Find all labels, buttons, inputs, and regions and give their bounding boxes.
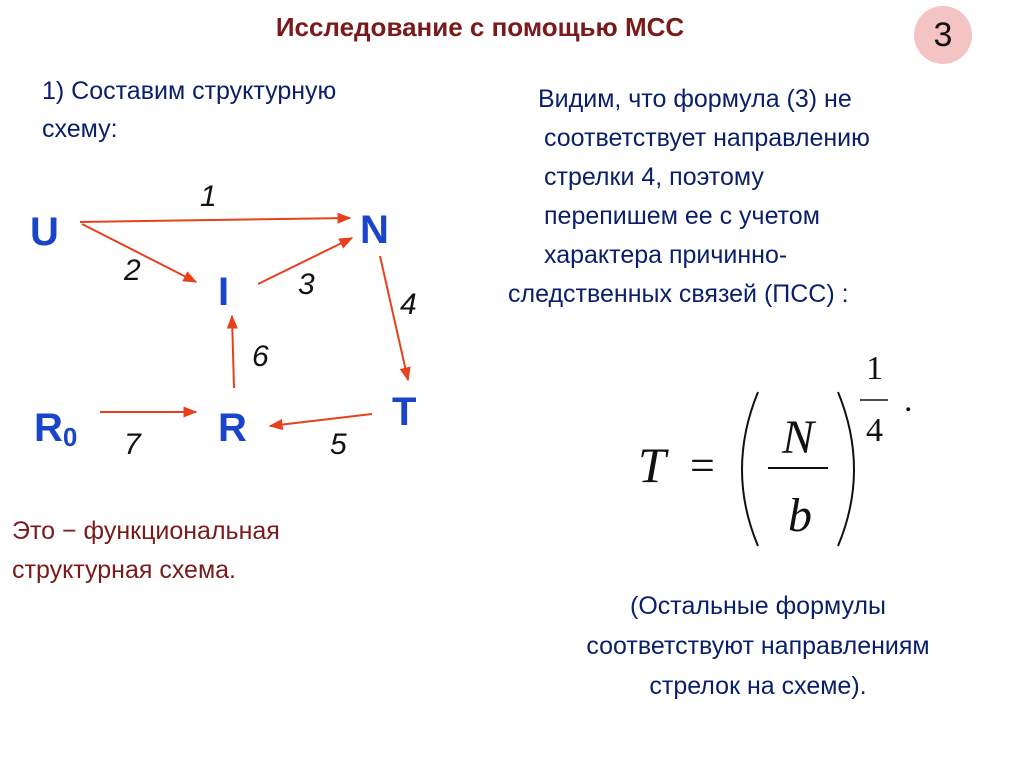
formula-trailing-dot: . [904,382,913,419]
slide-number-badge: 3 [914,6,972,64]
slide-title: Исследование с помощью МСС [275,12,685,42]
conclusion-text [12,512,432,590]
node-i: I [218,270,230,314]
node-n: N [360,208,389,252]
formula-lhs: T [638,437,666,493]
explanation-line: перепишем ее с учетом [544,202,820,230]
node-r: R [218,406,247,450]
formula-exponent-denominator: 4 [866,412,883,449]
explanation-line: Видим, что формула (3) не [538,85,852,113]
node-r0 [34,406,78,453]
node-r0-base: R [34,406,63,450]
node-r0-subscript: 0 [62,422,78,453]
arrow-1 [80,218,350,222]
explanation-line: соответствует направлению [544,124,870,152]
note-line: (Остальные формулы [630,592,886,620]
formula-exponent-numerator: 1 [866,350,883,387]
arrow-label-6: 6 [252,340,269,373]
note-text [508,586,1008,706]
step1-line: 1) Составим структурную [42,77,337,105]
conclusion-line: структурная схема. [12,556,236,584]
arrow-5 [270,414,372,426]
arrow-label-1: 1 [200,180,217,213]
arrow-6 [232,316,234,388]
node-t: T [392,390,417,434]
node-u: U [30,210,59,254]
explanation-text [500,80,1010,314]
arrow-label-5: 5 [330,428,347,461]
explanation-line: характера причинно- [544,241,788,269]
formula-equals: = [690,441,715,490]
explanation-line: стрелки 4, поэтому [544,163,764,191]
conclusion-line: Это − функциональная [12,517,280,545]
formula [630,350,930,550]
arrow-label-2: 2 [124,254,141,287]
arrow-label-3: 3 [298,268,315,301]
formula-brackets [630,350,930,550]
arrow-label-7: 7 [124,428,141,461]
note-line: соответствуют направлениям [586,632,930,660]
arrow-label-4: 4 [400,288,417,321]
note-line: стрелок на схеме). [649,672,867,700]
formula-numerator: N [782,411,815,464]
step1-line: схему: [42,115,118,143]
explanation-line: следственных связей (ПСС) : [508,280,849,308]
formula-denominator: b [788,489,812,542]
